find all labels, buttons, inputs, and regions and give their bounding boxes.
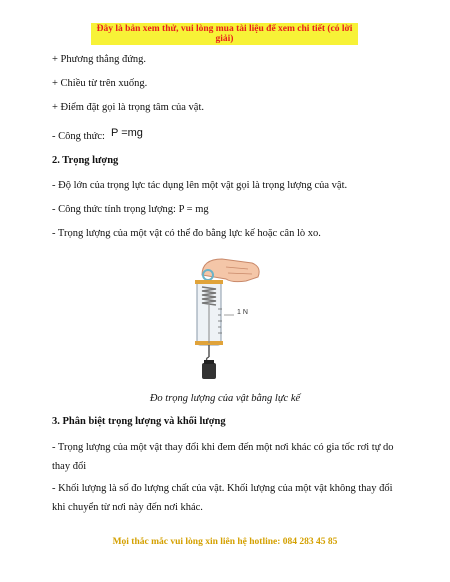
list-item: - Công thức tính trọng lượng: P = mg — [52, 204, 209, 215]
hotline-footer: Mọi thắc mắc vui lòng xin liên hệ hotline: 084 283 45 85 — [112, 537, 338, 547]
list-item: + Chiều từ trên xuống. — [52, 78, 148, 89]
list-item: + Phương thẳng đứng. — [52, 54, 147, 65]
figure-caption: Đo trọng lượng của vật bằng lực kế — [149, 393, 301, 404]
formula: P =mg — [111, 127, 143, 139]
paragraph: - Trọng lượng của một vật thay đổi khi đem đến một nơi khác có gia tốc rơi tự do thay đổi — [52, 442, 394, 472]
scale-label: 1 N — [237, 309, 248, 316]
section-heading: 2. Trọng lượng — [52, 155, 119, 166]
list-item: - Trọng lượng của một vật có thể đo bằng lực kế hoặc cân lò xo. — [52, 228, 321, 239]
section-heading: 3. Phân biệt trọng lượng và khối lượng — [52, 416, 226, 427]
paragraph: - Khối lượng là số đo lượng chất của vật. Khối lượng của một vật không thay đổi khi chuyển từ nơi này đến nơi khác. — [52, 483, 393, 513]
list-item: - Độ lớn của trọng lực tác dụng lên một vật gọi là trọng lượng của vật. — [52, 180, 348, 191]
spring-scale-figure — [182, 253, 272, 385]
list-item: - Công thức: — [52, 131, 105, 142]
list-item: + Điểm đặt gọi là trọng tâm của vật. — [52, 102, 205, 113]
preview-banner: Đây là bản xem thử, vui lòng mua tài liệu để xem chi tiết (có lời giải) — [91, 23, 358, 45]
